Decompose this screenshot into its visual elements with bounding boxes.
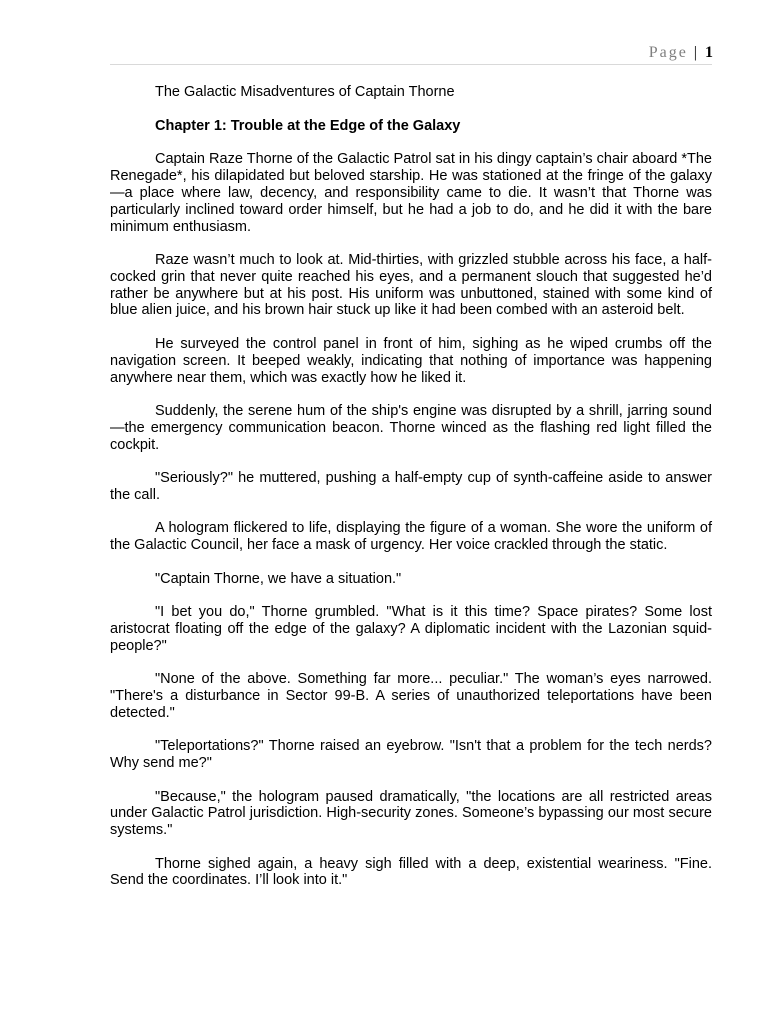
chapter-heading: Chapter 1: Trouble at the Edge of the Galaxy <box>155 117 461 134</box>
document-title: The Galactic Misadventures of Captain Thorne <box>155 84 455 100</box>
document-body <box>110 84 712 906</box>
paragraph: Captain Raze Thorne of the Galactic Patrol sat in his dingy captain’s chair aboard *The Renegade*, his dilapidated but beloved starship. He was stationed at the fringe of the galaxy—a place where law, decency, and responsibility came to die. It wasn’t that Thorne was particularly inclined toward order himself, but he had a job to do, and he did it with the bare minimum enthusiasm. <box>110 151 712 235</box>
paragraph: He surveyed the control panel in front of him, sighing as he wiped crumbs off the navigation screen. It beeped weakly, indicating that nothing of importance was happening anywhere near them, which was exactly how he liked it. <box>110 335 712 386</box>
page-separator: | <box>693 44 697 61</box>
paragraph: "I bet you do," Thorne grumbled. "What is it this time? Space pirates? Some lost aristocrat floating off the edge of the galaxy? A diplomatic incident with the Lazonian squid-people?" <box>110 604 712 654</box>
paragraph: Raze wasn’t much to look at. Mid-thirties, with grizzled stubble across his face, a half-cocked grin that never quite reached his eyes, and a permanent slouch that suggested he’d rather be anywhere but at his post. His uniform was unbuttoned, stained with some kind of blue alien juice, and his brown hair stuck up like it had been combed with an asteroid belt. <box>110 252 712 319</box>
page-label: Page <box>648 44 688 61</box>
page-header <box>649 44 713 62</box>
page-number: 1 <box>705 44 713 61</box>
header-divider <box>110 64 712 65</box>
paragraph: A hologram flickered to life, displaying the figure of a woman. She wore the uniform of the Galactic Council, her face a mask of urgency. Her voice crackled through the static. <box>110 520 712 554</box>
paragraph: "None of the above. Something far more... peculiar." The woman’s eyes narrowed. "There's a disturbance in Sector 99-B. A series of unauthorized teleportations have been detected." <box>110 671 712 721</box>
paragraph: "Captain Thorne, we have a situation." <box>155 570 402 587</box>
paragraph: "Because," the hologram paused dramatically, "the locations are all restricted areas under Galactic Patrol jurisdiction. High-security zones. Someone’s bypassing our most secure systems." <box>110 788 712 839</box>
paragraph: "Seriously?" he muttered, pushing a half-empty cup of synth-caffeine aside to answer the call. <box>110 470 712 503</box>
paragraph: Suddenly, the serene hum of the ship's engine was disrupted by a shrill, jarring sound—the emergency communication beacon. Thorne winced as the flashing red light filled the cockpit. <box>110 403 712 453</box>
paragraph: Thorne sighed again, a heavy sigh filled with a deep, existential weariness. "Fine. Send the coordinates. I’ll look into it." <box>110 855 712 889</box>
paragraph: "Teleportations?" Thorne raised an eyebrow. "Isn't that a problem for the tech nerds? Why send me?" <box>110 738 712 772</box>
